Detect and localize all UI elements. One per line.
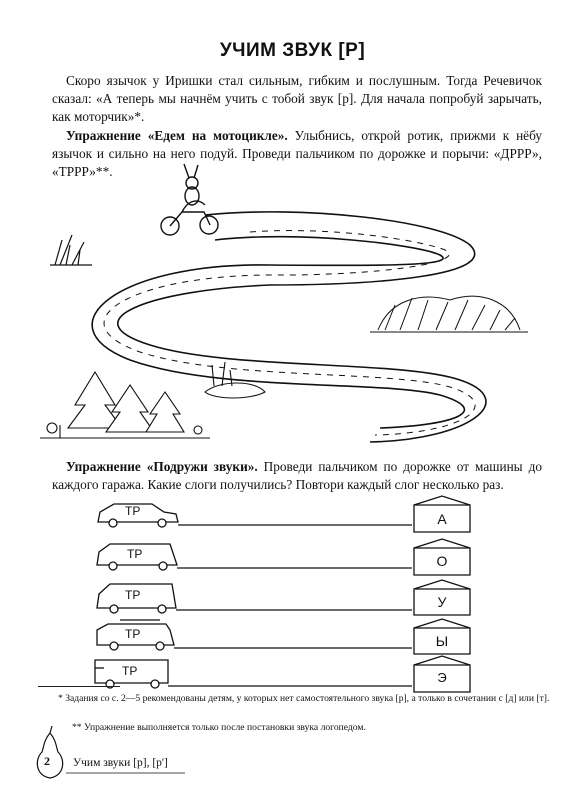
pear-icon bbox=[37, 733, 62, 778]
vehicle-label: ТР bbox=[125, 588, 141, 602]
vehicle-label: ТР bbox=[127, 547, 143, 561]
pear-stem-icon bbox=[50, 726, 52, 733]
garage-letter: А bbox=[437, 511, 447, 527]
footnote-1: * Задания со с. 2—5 рекомендованы детям, у которых нет самостоятельного звука [р], а только в сочетании с [д] или [т]. bbox=[58, 693, 550, 704]
exercise-2-heading: Упражнение «Подружи звуки». bbox=[66, 459, 258, 474]
garage-letter: Ы bbox=[435, 633, 449, 649]
vehicle-label: ТР bbox=[125, 504, 141, 518]
exercise-2-text: Проведи пальчиком по дорожке от машины до каждого гаража. Какие слоги получились? Повтори каждый слог несколько раз. bbox=[52, 459, 542, 492]
exercise-1-heading: Упражнение «Едем на мотоцикле». bbox=[66, 128, 288, 143]
exercise-1-text: Улыбнись, открой ротик, прижми к нёбу язычок и сильно на него подуй. Проведи пальчиком по дорожке и порычи: «ДРРР», «ТРРР»**. bbox=[52, 128, 542, 179]
vehicle-label: ТР bbox=[122, 664, 138, 678]
garage-letter: О bbox=[436, 553, 448, 569]
vehicle-label: ТР bbox=[125, 627, 141, 641]
page-number: 2 bbox=[44, 754, 50, 768]
garage-letter: У bbox=[437, 594, 447, 610]
footnote-2: ** Упражнение выполняется только после постановки звука логопедом. bbox=[72, 722, 366, 733]
page-title: УЧИМ ЗВУК [Р] bbox=[219, 40, 366, 61]
running-title: Учим звуки [р], [р'] bbox=[73, 757, 168, 769]
intro-paragraph: Скоро язычок у Иришки стал сильным, гибким и послушным. Тогда Речевичок сказал: «А теперь мы начнём учить с тобой звук [р]. Для начала попробуй зарычать, как моторчик»*. bbox=[52, 73, 542, 124]
garage-letter: Э bbox=[437, 670, 447, 685]
